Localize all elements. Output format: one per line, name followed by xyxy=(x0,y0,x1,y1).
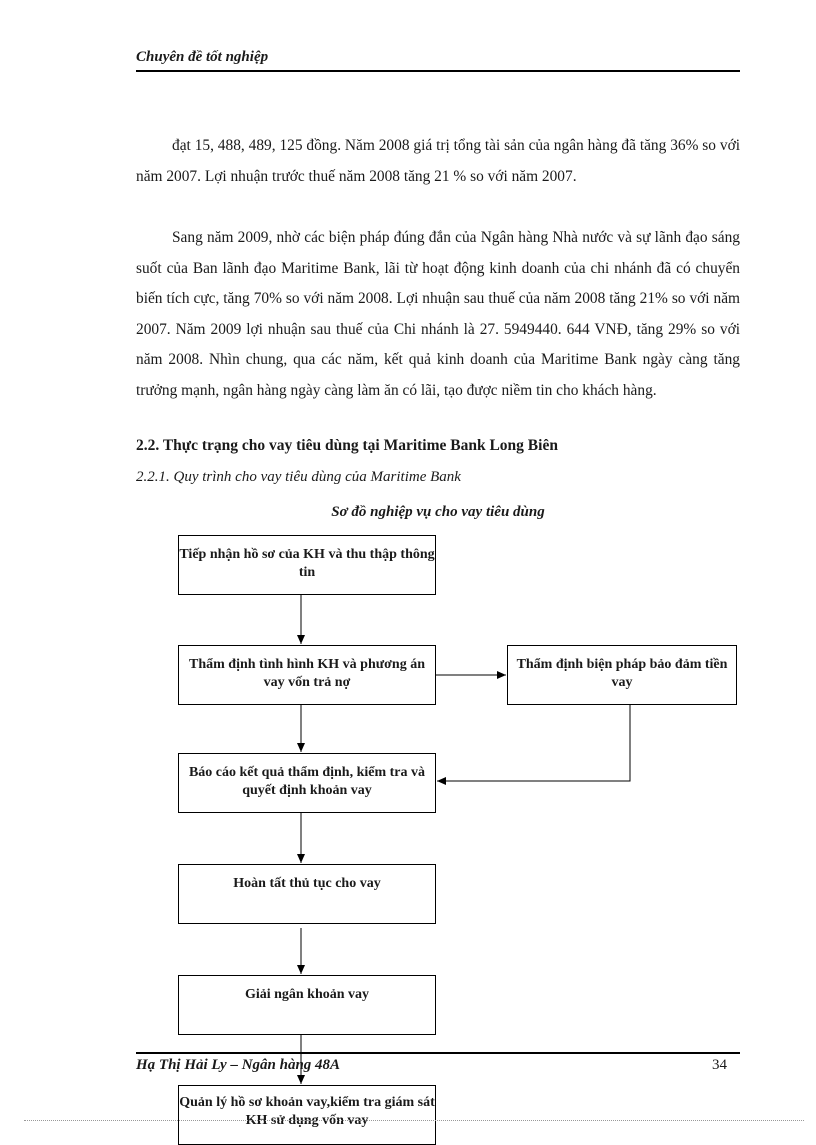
page-header-title: Chuyên đề tốt nghiệp xyxy=(136,49,269,65)
flow-step-appraise-collateral: Thẩm định biện pháp bảo đảm tiền vay xyxy=(507,645,737,705)
flow-step-report-and-decide: Báo cáo kết quả thẩm định, kiểm tra và quyết định khoản vay xyxy=(178,753,436,813)
page-number: 34 xyxy=(712,1057,727,1073)
footer-rule xyxy=(136,1052,740,1054)
paragraph-2: Sang năm 2009, nhờ các biện pháp đúng đắn của Ngân hàng Nhà nước và sự lãnh đạo sáng suốt của Ban lãnh đạo Maritime Bank, lãi từ hoạt động kinh doanh của chi nhánh đã có chuyển biến tích cực, tăng 70% so với năm 2008. Lợi nhuận sau thuế của năm 2008 tăng 21% so với năm 2007. Năm 2009 lợi nhuận sau thuế của Chi nhánh là 27. 5949440. 644 VNĐ, tăng 29% so với năm 2008. Nhìn chung, qua các năm, kết quả kinh doanh của Maritime Bank ngày càng tăng trưởng mạnh, ngân hàng ngày càng làm ăn có lãi, tạo được niềm tin cho khách hàng. xyxy=(136,229,740,399)
page-bottom-divider xyxy=(24,1120,804,1121)
section-heading: 2.2. Thực trạng cho vay tiêu dùng tại Maritime Bank Long Biên xyxy=(136,437,558,454)
flow-step-complete-procedures: Hoàn tất thủ tục cho vay xyxy=(178,864,436,924)
subsection-heading: 2.2.1. Quy trình cho vay tiêu dùng của Maritime Bank xyxy=(136,469,461,485)
flow-step-appraise-customer: Thẩm định tình hình KH và phương án vay vốn trả nợ xyxy=(178,645,436,705)
arrow-collateral-to-step4 xyxy=(437,705,630,781)
paragraph-1: đạt 15, 488, 489, 125 đồng. Năm 2008 giá trị tổng tài sản của ngân hàng đã tăng 36% so với năm 2007. Lợi nhuận trước thuế năm 2008 tăng 21 % so với năm 2007. xyxy=(136,137,740,185)
flow-step-receive-application: Tiếp nhận hồ sơ của KH và thu thập thông tin xyxy=(178,535,436,595)
footer-author: Hạ Thị Hải Ly – Ngân hàng 48A xyxy=(136,1057,341,1073)
diagram-title: Sơ đồ nghiệp vụ cho vay tiêu dùng xyxy=(331,504,545,520)
flow-step-manage-and-monitor: Quản lý hồ sơ khoản vay,kiểm tra giám sát KH sử dụng vốn vay xyxy=(178,1085,436,1145)
flow-step-disburse-loan: Giải ngân khoản vay xyxy=(178,975,436,1035)
